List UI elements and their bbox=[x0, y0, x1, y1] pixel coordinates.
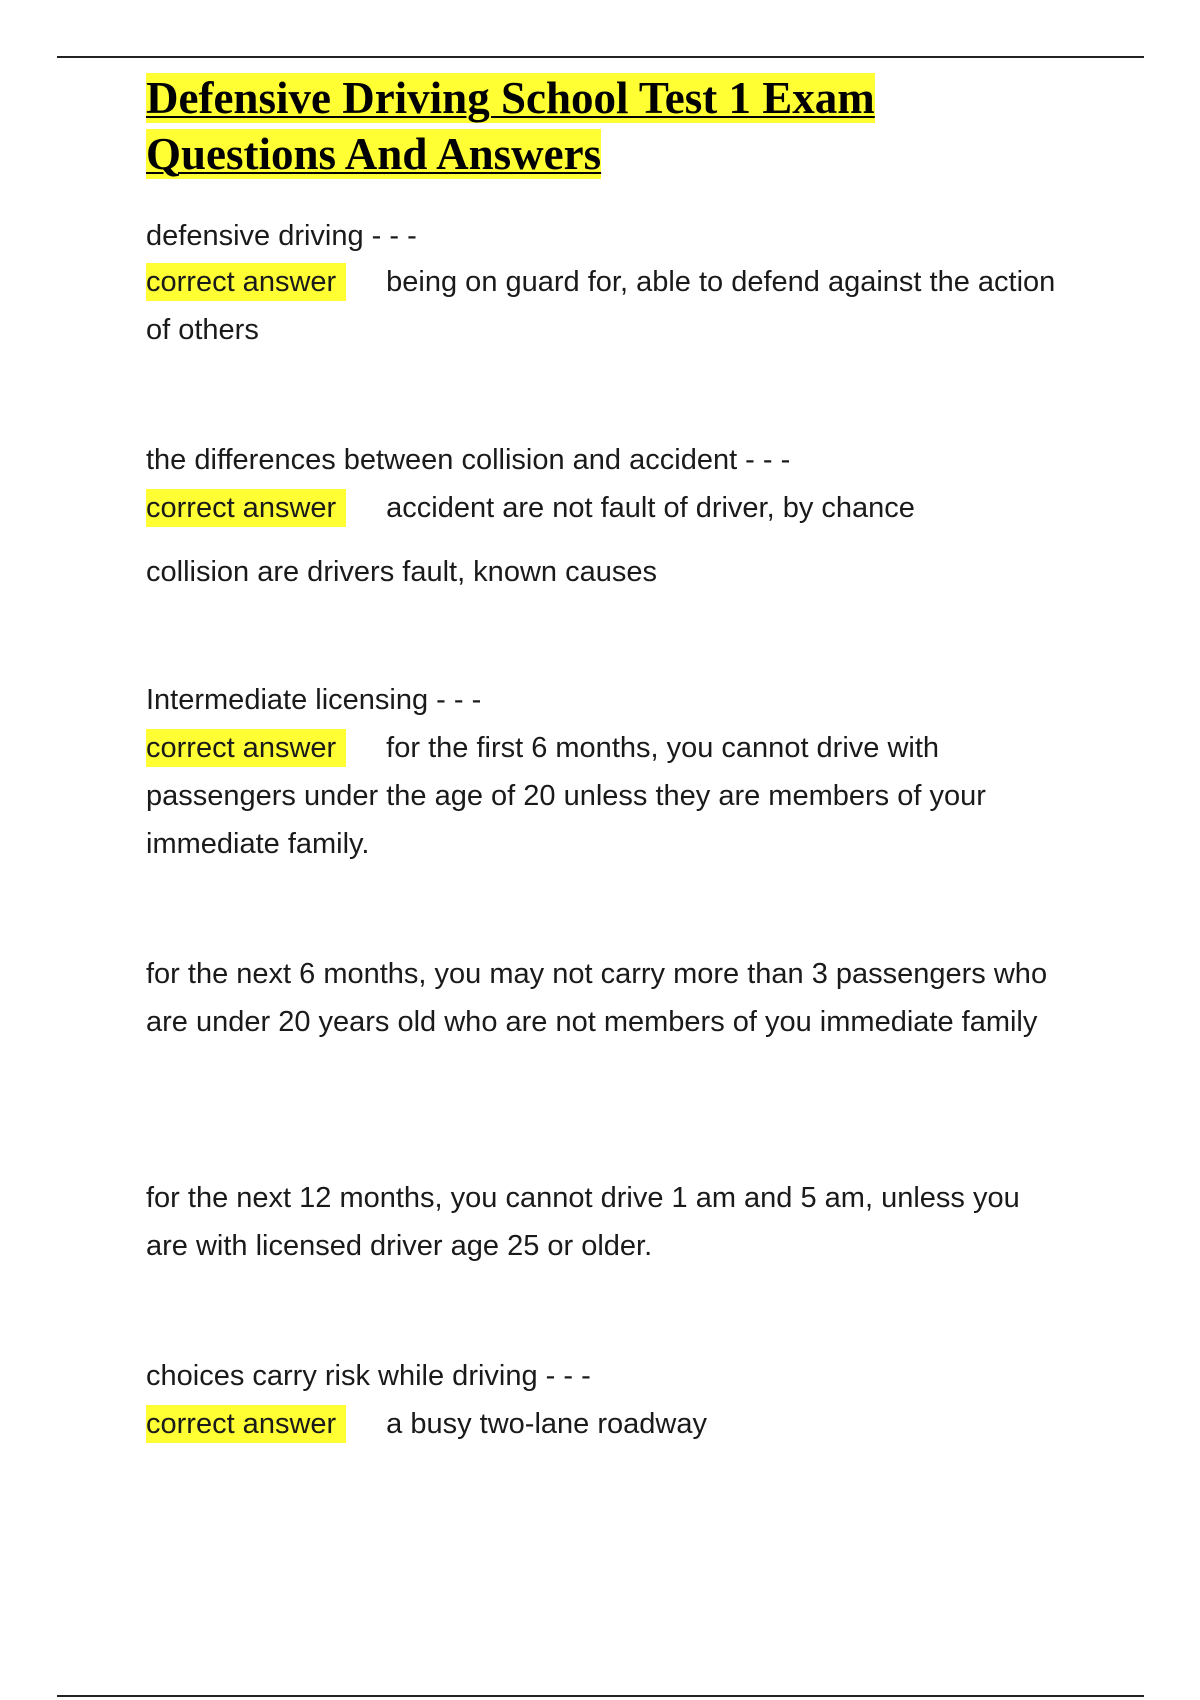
answer-text: being on guard for, able to defend against the action of others bbox=[146, 266, 1064, 346]
question-text: Intermediate licensing - - - bbox=[146, 684, 482, 716]
answer-continuation: for the next 6 months, you may not carry more than 3 passengers who are under 20 years old who are not members of you immediate family bbox=[146, 958, 1056, 1038]
answer-text: accident are not fault of driver, by chance bbox=[386, 492, 915, 524]
document-title bbox=[146, 70, 1046, 182]
answer-block bbox=[146, 1400, 1066, 1448]
top-rule bbox=[57, 56, 1144, 58]
question-text: the differences between collision and accident - - - bbox=[146, 444, 791, 476]
answer-continuation: collision are drivers fault, known causes bbox=[146, 556, 657, 588]
answer-block bbox=[146, 724, 1066, 868]
question-text: choices carry risk while driving - - - bbox=[146, 1360, 591, 1392]
answer-text: a busy two-lane roadway bbox=[386, 1408, 707, 1440]
correct-answer-label: correct answer bbox=[146, 729, 346, 767]
question-text: defensive driving - - - bbox=[146, 220, 417, 252]
correct-answer-label: correct answer bbox=[146, 263, 346, 301]
title-text: Defensive Driving School Test 1 Exam Questions And Answers bbox=[146, 73, 875, 179]
answer-continuation: for the next 12 months, you cannot drive 1 am and 5 am, unless you are with licensed driver age 25 or older. bbox=[146, 1182, 1028, 1262]
correct-answer-label: correct answer bbox=[146, 489, 346, 527]
bottom-rule bbox=[57, 1695, 1144, 1697]
answer-block bbox=[146, 258, 1066, 354]
answer-text: for the first 6 months, you cannot drive with passengers under the age of 20 unless they are members of your immediate family. bbox=[146, 732, 994, 860]
answer-block bbox=[146, 484, 1066, 532]
correct-answer-label: correct answer bbox=[146, 1405, 346, 1443]
